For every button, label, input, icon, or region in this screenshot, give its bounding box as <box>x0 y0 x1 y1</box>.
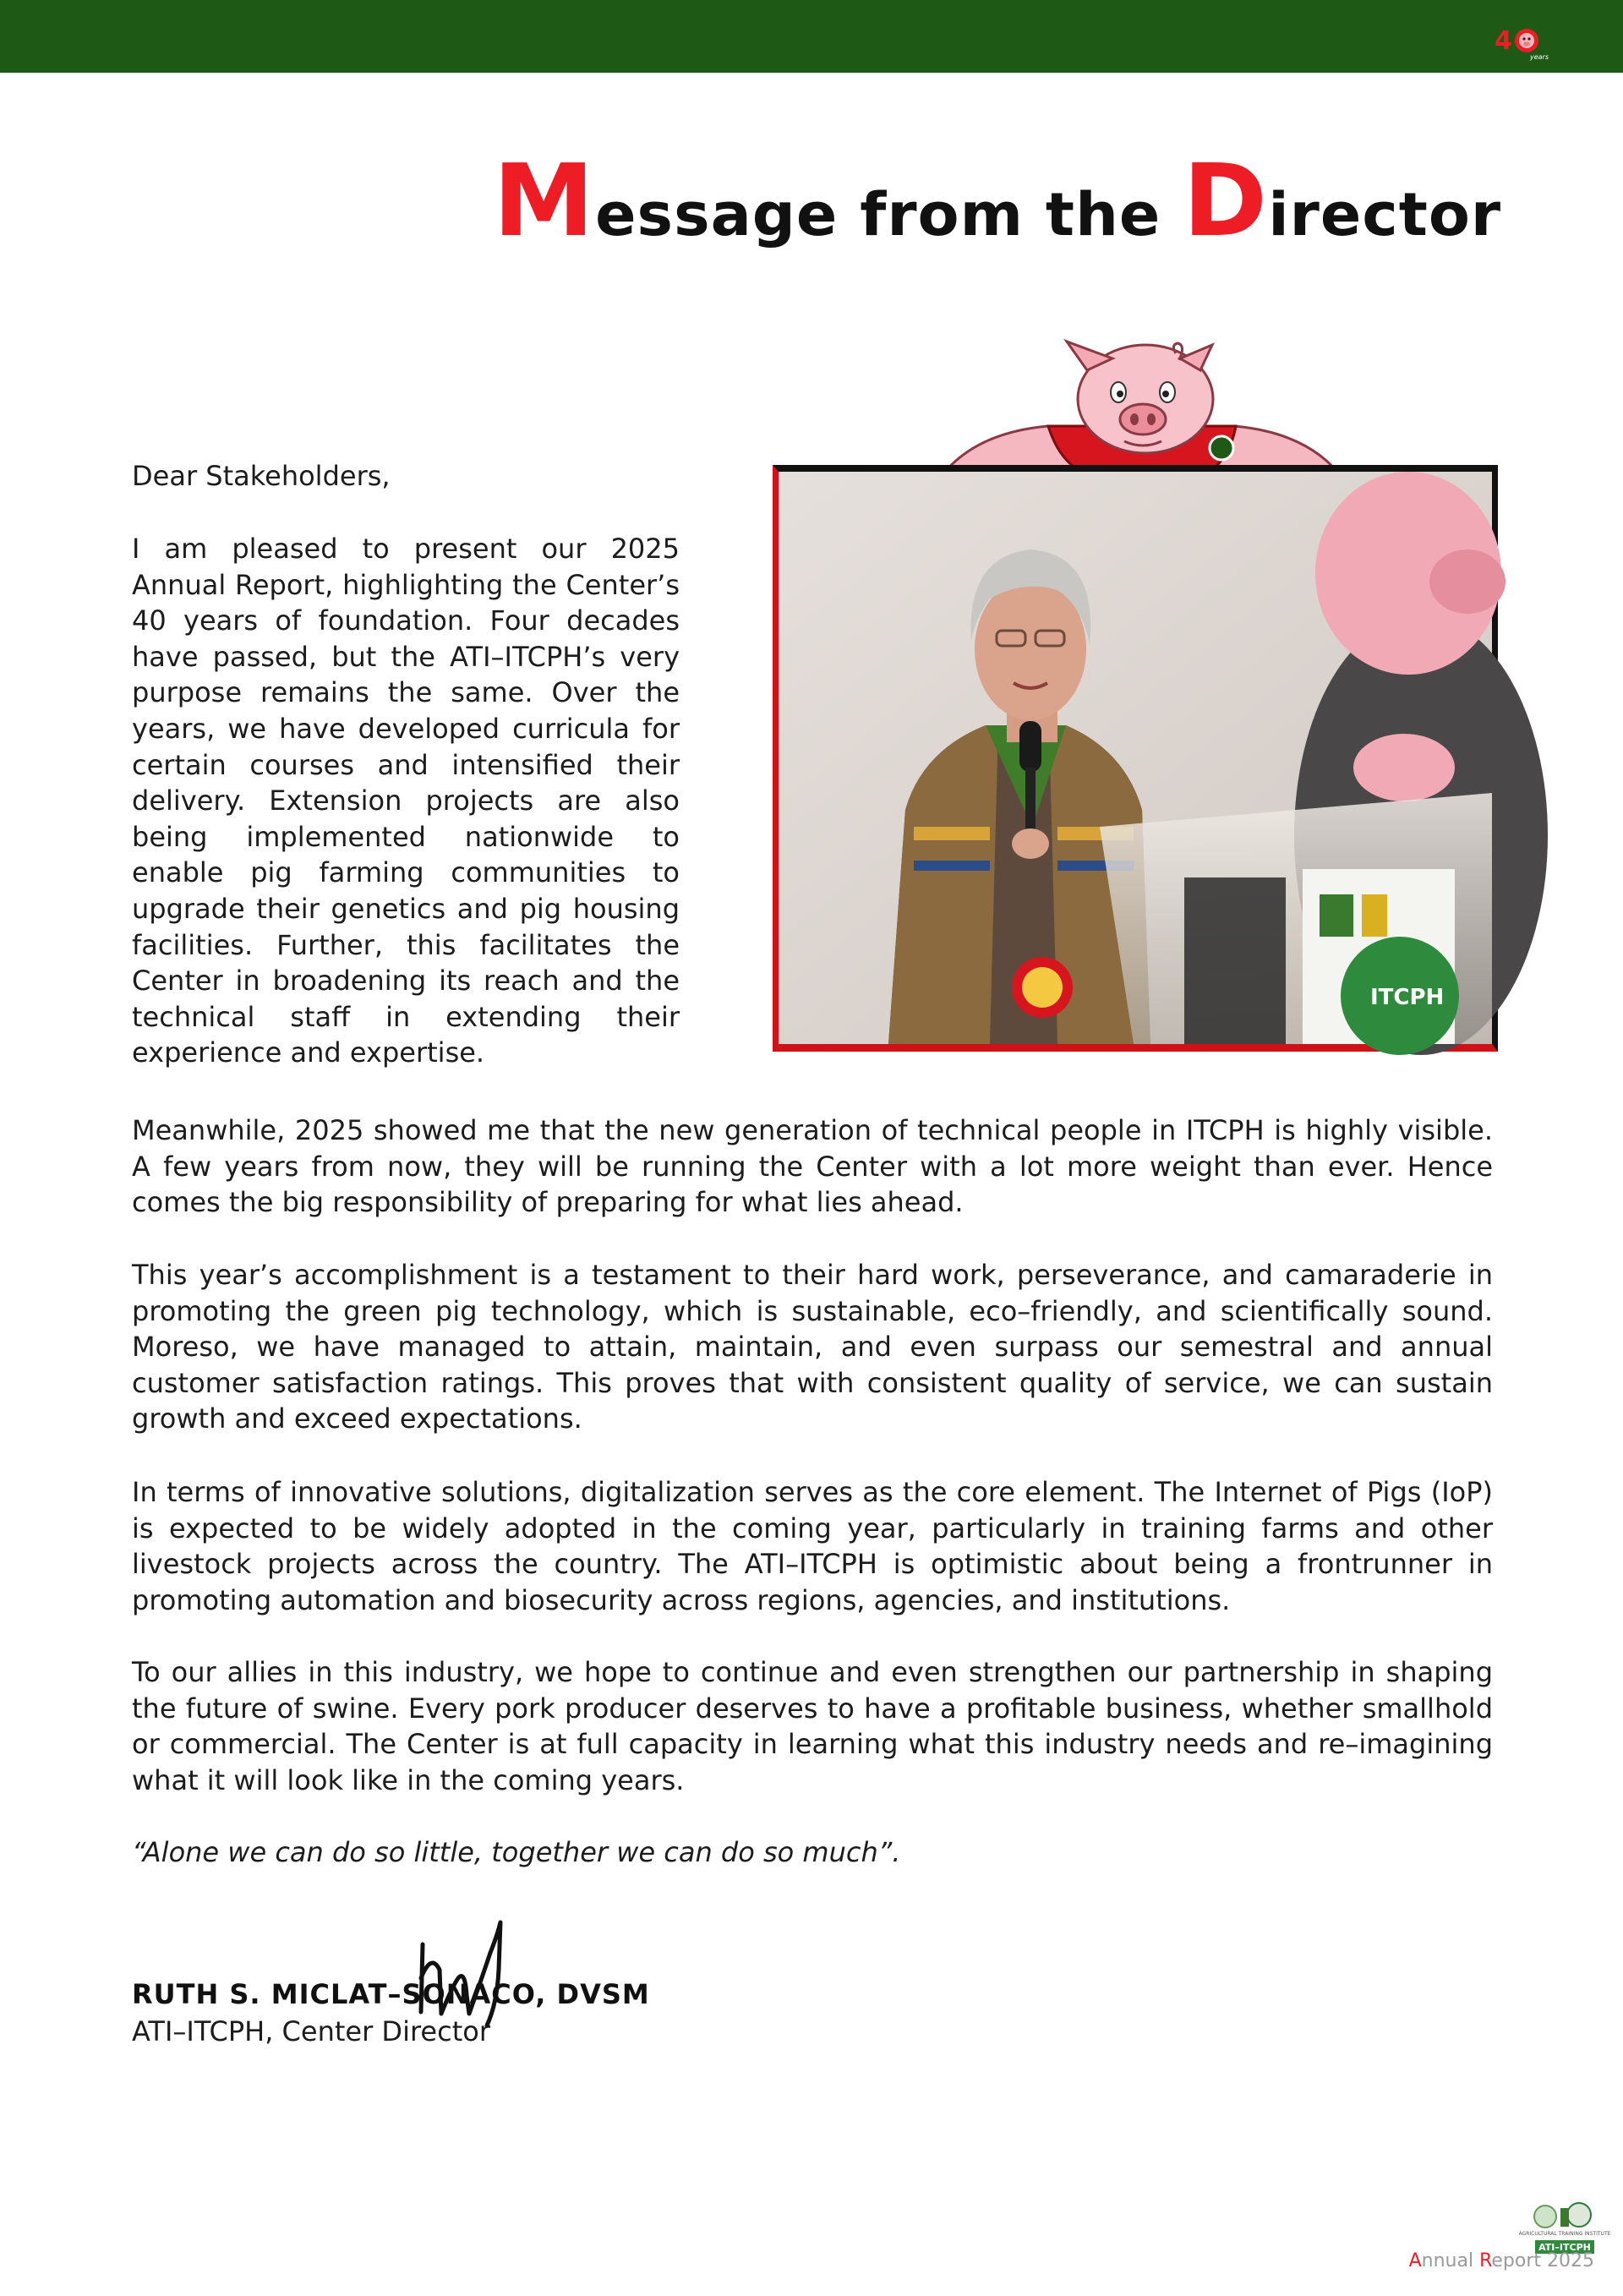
handwritten-signature-icon <box>406 1919 524 2029</box>
paragraph-allies: To our allies in this industry, we hope to continue and even strengthen our partnership in shaping the future of swine. Every pork producer deserves to have a profitable business, whether smallhold or commercial. The Center is at full capacity in learning what this industry needs and re–imagining what it will look like in the coming years. <box>132 1656 1493 1796</box>
signatory-title: ATI–ITCPH, Center Director <box>132 2015 490 2047</box>
paragraph-innovation: In terms of innovative solutions, digitalization serves as the core element. The Internet of Pigs (IoP) is expected to be widely adopted in the coming year, particularly in training farms and other livestock projects across the country. The ATI–ITCPH is optimistic about being a frontrunner in promoting automation and biosecurity across regions, agencies, and institutions. <box>132 1476 1493 1616</box>
paragraph-generation: Meanwhile, 2025 showed me that the new generation of technical people in ITCPH is highly visible. A few years from now, they will be running the Center with a lot more weight than ever. Hence comes the big responsibility of preparing for what lies ahead. <box>132 1114 1493 1219</box>
signatory-name: RUTH S. MICLAT–SONACO, DVSM <box>132 1978 650 2010</box>
footer-a: A <box>1408 2250 1422 2271</box>
title-initial-m: M <box>492 142 595 259</box>
40-years-anniversary-logo-icon <box>1493 20 1552 63</box>
svg-text:4: 4 <box>1495 26 1512 56</box>
closing-quote: “Alone we can do so little, together we can do so much”. <box>132 1836 901 1868</box>
pig-mascot-icon <box>921 338 1361 482</box>
svg-text:AGRICULTURAL TRAINING INSTITUT: AGRICULTURAL TRAINING INSTITUTE <box>1518 2231 1611 2237</box>
header-bar <box>0 0 1623 73</box>
footer-report-label <box>1409 2250 1594 2271</box>
ati-itcph-logo-icon <box>1518 2201 1611 2255</box>
footer-report: eport 2025 <box>1491 2250 1594 2271</box>
footer-r: R <box>1479 2250 1492 2271</box>
title-initial-d: D <box>1182 142 1268 259</box>
page-title <box>492 142 1501 259</box>
paragraph-accomplishment: This year’s accomplishment is a testament to their hard work, perseverance, and camaraderie in promoting the green pig technology, which is sustainable, eco–friendly, and scientifically sound. Moreso, we have managed to attain, maintain, and even surpass our semestral and annual customer satisfaction ratings. This proves that with consistent quality of service, we can sustain growth and exceed expectations. <box>132 1259 1493 1435</box>
director-speaking-photo <box>773 465 1498 1052</box>
footer-logo-label: ATI–ITCPH <box>1538 2242 1591 2253</box>
svg-text:years: years <box>1530 53 1549 61</box>
title-part-2: irector <box>1267 180 1501 249</box>
title-part-1: essage from the <box>594 180 1183 249</box>
podium-logo-text: ITCPH <box>1370 985 1445 1010</box>
intro-paragraph: I am pleased to present our 2025 Annual Report, highlighting the Center’s 40 years of foundation. Four decades have passed, but the ATI–ITCPH’s very purpose remains the same. Over the years, we have developed curricula for certain courses and intensified their delivery. Extension projects are also being implemented nationwide to enable pig farming communities to upgrade their genetics and pig housing facilities. Further, this facilitates the Center in broadening its reach and the technical staff in extending their experience and expertise. <box>132 533 680 1069</box>
footer-annual: nnual <box>1421 2250 1480 2271</box>
salutation: Dear Stakeholders, <box>132 460 391 492</box>
